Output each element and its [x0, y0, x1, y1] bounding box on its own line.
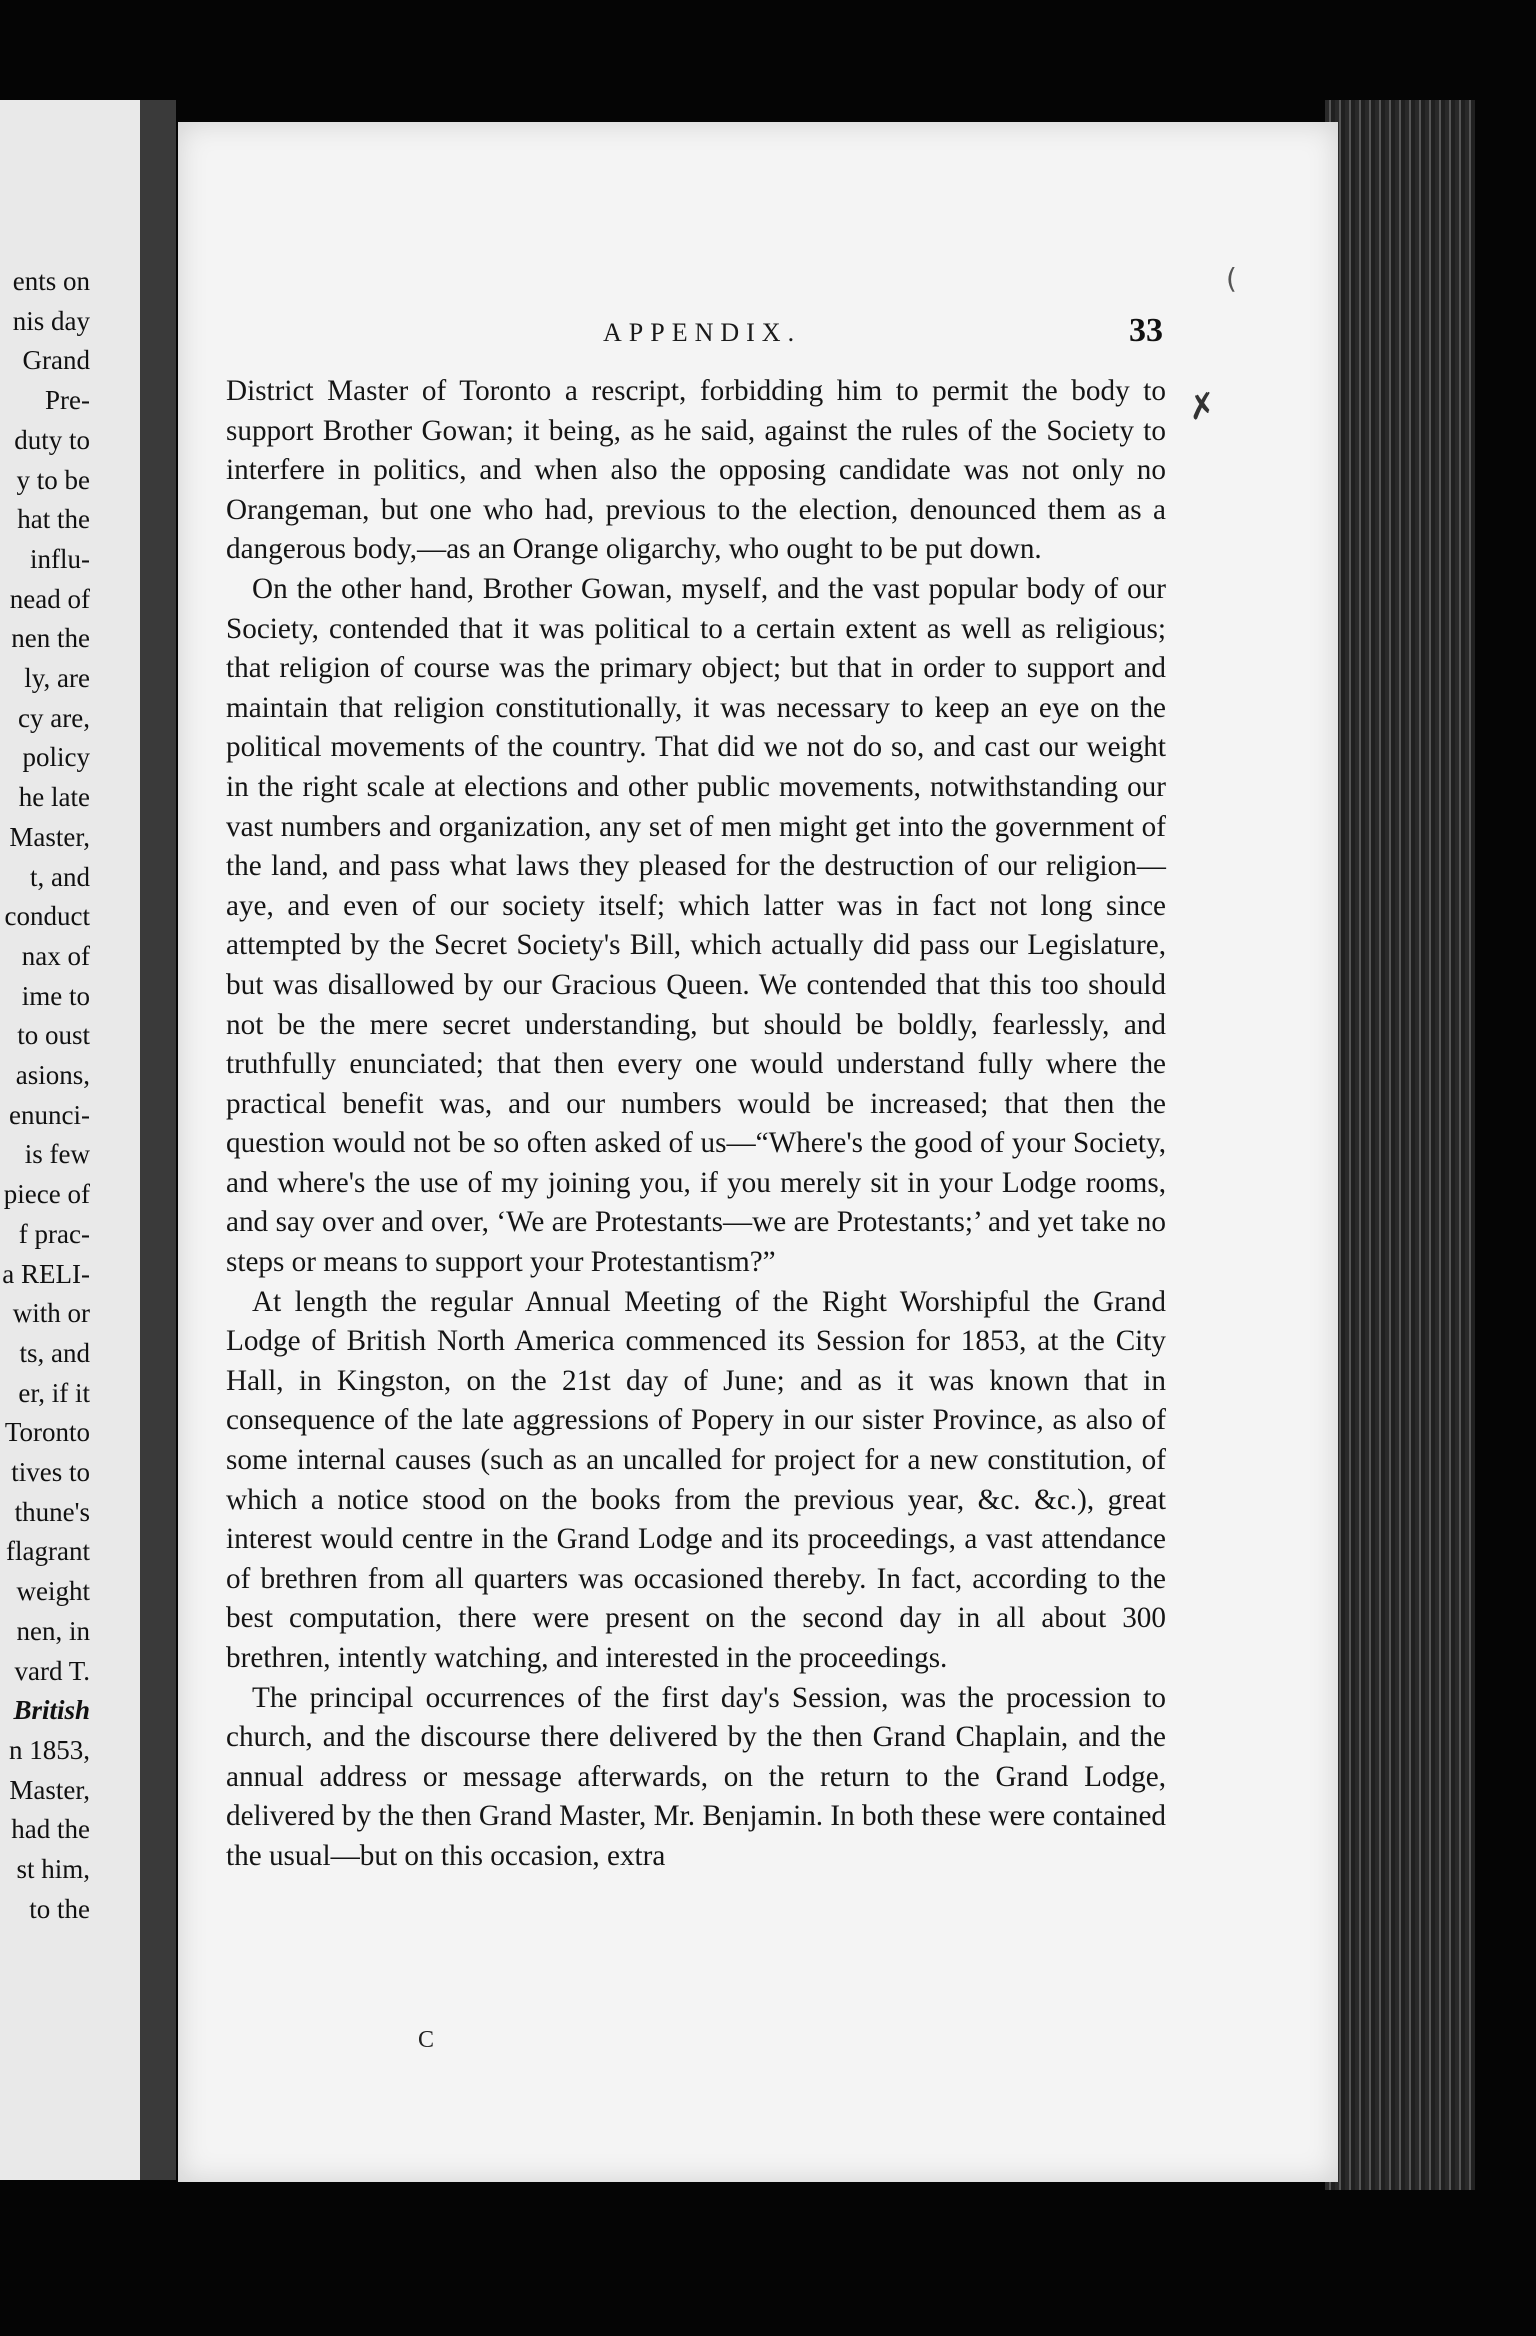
left-page-line: to the: [29, 1893, 90, 1924]
left-page-line: nis day: [12, 305, 90, 336]
left-page-line: Pre-: [45, 385, 90, 416]
left-page-line: n 1853,: [9, 1734, 90, 1765]
left-page-line: thune's: [14, 1496, 90, 1527]
left-page-line: piece of: [3, 1179, 90, 1210]
left-page-line: nead of: [9, 583, 90, 614]
left-page-line: enunci-: [9, 1099, 90, 1130]
left-page-line: with or: [12, 1298, 90, 1329]
paragraph: The principal occurrences of the first day's Session, was the procession to church, and the discourse there delivered by the then Grand Chaplain, and the annual address or message afterwards, on the return to the Grand Lodge, delivered by the then Grand Master, Mr. Benjamin. In both these were contained the usual—but on this occasion, extra: [226, 1681, 1166, 1872]
left-page-line: Grand: [22, 345, 90, 376]
left-page-line: y to be: [16, 464, 90, 495]
left-page-line: a RELI-: [2, 1258, 90, 1289]
left-page-line: vard T.: [14, 1655, 90, 1686]
left-page-line: flagrant: [6, 1536, 90, 1567]
left-page-line: he late: [18, 782, 90, 813]
running-head: APPENDIX.: [603, 318, 802, 347]
page-block-edge: [1325, 100, 1475, 2190]
left-page-line: conduct: [4, 901, 90, 932]
left-page-line: asions,: [15, 1060, 90, 1090]
left-page-line: duty to: [14, 424, 90, 455]
page-number: 33: [1129, 312, 1163, 349]
left-page-line: influ-: [30, 543, 90, 574]
left-page-line: Master,: [9, 1774, 90, 1805]
paragraph: On the other hand, Brother Gowan, myself, and the vast popular body of our Society, contended that it was political to a certain extent as well as religious; that religion of course was the primary object; but that in order to support and maintain that religion constitutionally, it was necessary to keep an eye on the political movements of the country. That did we not do so, and cast our weight in the right scale at elections and other public movements, notwithstanding our vast numbers and organization, any set of men might get into the government of the land, and pass what laws they pleased for the destruction of our religion—aye, and even of our society itself; which latter was in fact not long since attempted by the Secret Society's Bill, which actually did pass our Legislature, but was disallowed by our Gracious Queen. We contended that this too should not be the mere secret understanding, but should be boldly, fearlessly, and truthfully enunciated; that then every one would understand fully where the practical benefit was, and our numbers would be increased; that then the question would not be so often asked of us—“Where's the good of your Society, and where's the use of my joining you, if you merely sit in your Lodge rooms, and say over and over, ‘We are Protestants—we are Protestants;’ and yet take no steps or means to support your Protestantism?”: [226, 572, 1166, 1279]
left-page-line: hat the: [17, 504, 90, 535]
paragraph: At length the regular Annual Meeting of the Right Worshipful the Grand Lodge of British North America commenced its Session for 1853, at the City Hall, in Kingston, on the 21st day of June; and as it was known that in consequence of the late aggressions of Popery in our sister Province, as also of some internal causes (such as an uncalled for project for a new constitution, of which a notice stood on the books from the previous year, &c. &c.), great interest would centre in the Grand Lodge and its proceedings, a vast attendance of brethren from all quarters was occasioned thereby. In fact, according to the best computation, there were present on the second day in all about 300 brethren, intently watching, and interested in the proceedings.: [226, 1285, 1166, 1674]
book-page: [178, 122, 1338, 2182]
left-page-line: to oust: [17, 1020, 90, 1051]
left-page-line: Toronto: [4, 1417, 90, 1448]
left-page-line: t, and: [30, 861, 90, 892]
left-page-line: ts, and: [19, 1337, 90, 1368]
signature-mark: C: [418, 2027, 435, 2053]
left-page-line: er, if it: [18, 1377, 90, 1408]
pencil-check-mark: ✗: [1184, 384, 1220, 430]
left-page-line: f prac-: [18, 1218, 90, 1249]
left-page-line: ents on: [12, 266, 90, 296]
paragraph: District Master of Toronto a rescript, forbidding him to permit the body to support Brother Gowan; it being, as he said, against the rules of the Society to interfere in politics, and when also the opposing candidate was not only no Orangeman, but one who had, previous to the election, denounced them as a dangerous body,—as an Orange oligarchy, who ought to be put down.: [226, 375, 1166, 566]
left-page-line: policy: [22, 742, 90, 773]
left-page-line: weight: [16, 1576, 90, 1607]
left-page-line: Master,: [9, 821, 90, 852]
facing-page-fragment: [0, 100, 140, 2180]
pencil-bracket-mark: (: [1226, 262, 1237, 295]
left-page-line: is few: [24, 1139, 90, 1170]
left-page-line: ly, are: [24, 663, 90, 693]
left-page-line: British: [13, 1695, 90, 1726]
left-page-line: nen, in: [16, 1615, 90, 1646]
left-page-line: nax of: [21, 940, 90, 971]
book-gutter: [140, 100, 176, 2180]
body-text: [226, 372, 1166, 1877]
left-page-line: cy are,: [18, 702, 90, 733]
left-page-line: tives to: [11, 1457, 90, 1487]
left-page-line: st him,: [16, 1854, 90, 1884]
left-page-line: ime to: [21, 980, 90, 1011]
left-page-line: nen the: [11, 623, 90, 654]
left-page-line: had the: [11, 1814, 90, 1845]
page-header: [178, 312, 1338, 368]
